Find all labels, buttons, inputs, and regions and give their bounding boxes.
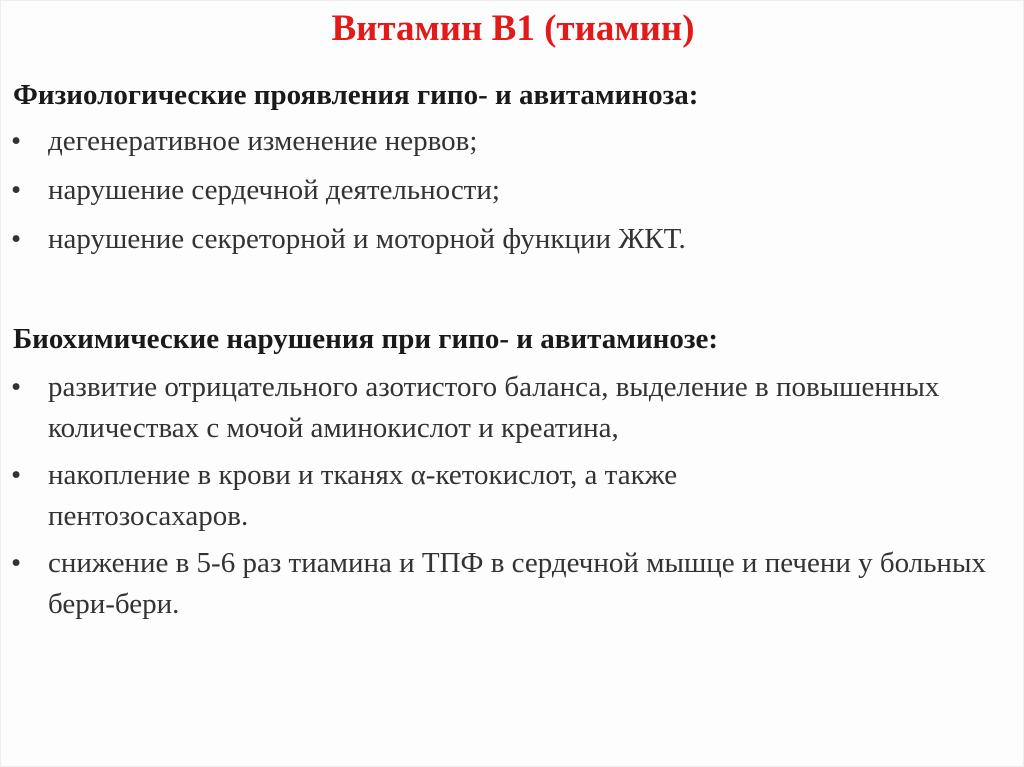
section-heading-biochemical: Биохимические нарушения при гипо- и авитаминозе: [13, 323, 719, 355]
bullet-icon: • [11, 459, 22, 491]
list-item [1, 543, 1024, 625]
bullet-icon: • [11, 174, 22, 206]
section-heading-physiological: Физиологические проявления гипо- и авитаминоза: [13, 79, 699, 111]
list-item-text: нарушение секреторной и моторной функции ЖКТ. [48, 223, 686, 255]
bullet-icon: • [11, 223, 22, 255]
slide-title: Витамин В1 (тиамин) [331, 8, 695, 49]
list-item-text: накопление в крови и тканях α-кетокислот, а также пентозосахаров. [48, 459, 678, 532]
list-item-text: нарушение сердечной деятельности; [48, 174, 500, 206]
biochemical-bullet-list [1, 367, 1021, 625]
list-item-text: снижение в 5-6 раз тиамина и ТПФ в сердечной мышце и печени у больных бери-бери. [48, 547, 986, 620]
bullet-icon: • [11, 547, 22, 579]
list-item [1, 455, 848, 537]
list-item [1, 219, 1021, 260]
list-item-text: развитие отрицательного азотистого баланса, выделение в повышенных количествах с мочой аминокислот и креатина, [48, 371, 940, 444]
physiological-bullet-list [1, 121, 1021, 260]
list-item [1, 170, 1021, 211]
list-item [1, 367, 948, 449]
list-item-text: дегенеративное изменение нервов; [48, 125, 478, 157]
bullet-icon: • [11, 125, 22, 157]
bullet-icon: • [11, 371, 22, 403]
list-item [1, 121, 1021, 162]
